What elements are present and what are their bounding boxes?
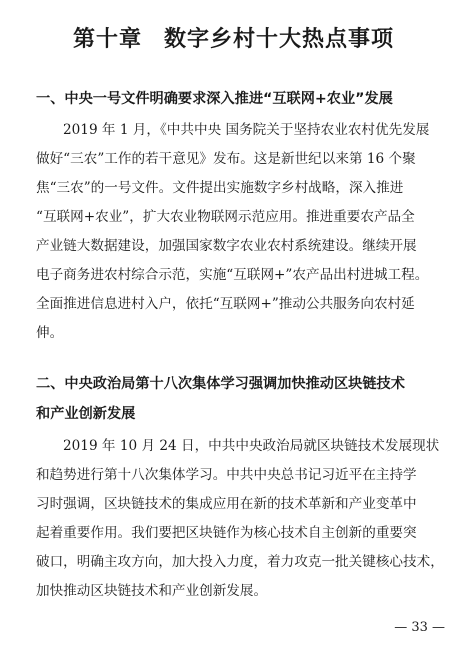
section-2-heading-line: 和产业创新发展 bbox=[36, 406, 136, 422]
section-1-paragraph bbox=[36, 116, 448, 348]
paragraph-line: 产业链大数据建设，加强国家数字农业农村系统建设。继续开展 bbox=[36, 238, 417, 254]
section-2-paragraph bbox=[36, 432, 448, 606]
chapter-heading-text: 数字乡村十大热点事项 bbox=[164, 27, 395, 52]
paragraph-line: 全面推进信息进村入户，依托“互联网+”推动公共服务向农村延 bbox=[36, 296, 415, 312]
paragraph-line: 2019 年 10 月 24 日，中共中央政治局就区块链技术发展现状 bbox=[63, 438, 440, 454]
chapter-number: 第十章 bbox=[72, 27, 142, 52]
paragraph-line: 习时强调，区块链技术的集成应用在新的技术革新和产业变革中 bbox=[36, 496, 417, 512]
paragraph-line: 起着重要作用。我们要把区块链作为核心技术自主创新的重要突 bbox=[36, 525, 417, 541]
paragraph-line: 伸。 bbox=[36, 325, 64, 341]
section-2 bbox=[36, 369, 448, 429]
chapter-title bbox=[0, 22, 467, 53]
paragraph-line: 电子商务进农村综合示范，实施“互联网+”农产品出村进城工程。 bbox=[36, 267, 429, 283]
paragraph-line: 加快推动区块链技术和产业创新发展。 bbox=[36, 583, 268, 599]
paragraph-line: 和趋势进行第十八次集体学习。中共中央总书记习近平在主持学 bbox=[36, 467, 417, 483]
paragraph-line: 2019 年 1 月，《中共中央 国务院关于坚持农业农村优先发展 bbox=[63, 122, 430, 138]
paragraph-line: “互联网+农业”，扩大农业物联网示范应用。推进重要农产品全 bbox=[36, 209, 415, 225]
page-number: — 33 — bbox=[394, 620, 445, 635]
paragraph-line: 焦“三农”的一号文件。文件提出实施数字乡村战略，深入推进 bbox=[36, 180, 404, 196]
paragraph-line: 破口，明确主攻方向，加大投入力度，着力攻克一批关键核心技术， bbox=[36, 554, 444, 570]
section-2-body bbox=[36, 432, 448, 606]
section-1-body bbox=[36, 116, 448, 348]
section-1 bbox=[36, 84, 448, 114]
section-2-heading-line: 二、中央政治局第十八次集体学习强调加快推动区块链技术 bbox=[36, 376, 405, 392]
section-1-heading: 一、中央一号文件明确要求深入推进“互联网+农业”发展 bbox=[36, 91, 393, 107]
paragraph-line: 做好“三农”工作的若干意见》发布。这是新世纪以来第 16 个聚 bbox=[36, 151, 416, 167]
